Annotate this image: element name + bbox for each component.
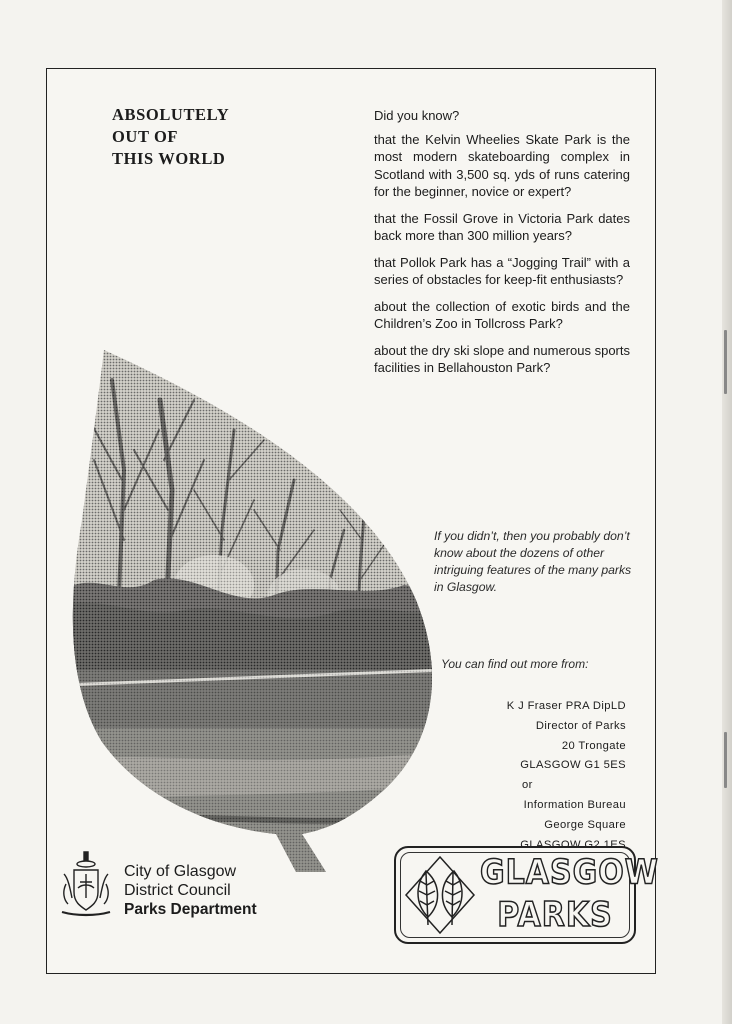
twin-leaf-logo-icon xyxy=(404,855,476,935)
address-line: GLASGOW G1 5ES xyxy=(520,759,626,772)
fact-item: that the Kelvin Wheelies Skate Park is the most modern skateboarding complex in Scotland with 3,500 sq. yds of runs catering for the beginner, novice or expert? xyxy=(374,131,630,199)
contact-address xyxy=(440,697,626,855)
leaf-shaped-park-photo xyxy=(64,340,444,885)
headline xyxy=(112,104,312,170)
council-name xyxy=(124,862,257,919)
page-notch xyxy=(724,732,727,788)
council-line: City of Glasgow xyxy=(124,863,237,880)
address-line: Information Bureau xyxy=(523,798,626,811)
fact-item: about the collection of exotic birds and the Children’s Zoo in Tollcross Park? xyxy=(374,298,630,331)
address-or: or xyxy=(522,779,533,792)
council-line: District Council xyxy=(124,882,231,899)
address-line: GLASGOW G2 1ES xyxy=(520,838,626,851)
fact-item: that the Fossil Grove in Victoria Park dates back more than 300 million years? xyxy=(374,210,630,243)
did-you-know-heading: Did you know? xyxy=(374,108,460,123)
promo-text: If you didn’t, then you probably don’t know about the dozens of other intriguing features of the many parks in Glasgow. xyxy=(434,529,632,594)
page-edge xyxy=(722,0,732,1024)
glasgow-parks-logo xyxy=(394,846,659,944)
address-line: 20 Trongate xyxy=(561,739,626,752)
page-notch xyxy=(724,330,727,394)
address-line: K J Fraser PRA DipLD xyxy=(506,700,626,712)
council-department: Parks Department xyxy=(124,901,257,918)
fact-item: about the dry ski slope and numerous sports facilities in Bellahouston Park? xyxy=(374,342,630,375)
logo-text xyxy=(480,852,659,937)
address-line: Director of Parks xyxy=(535,719,626,732)
glasgow-coat-of-arms-icon xyxy=(58,848,114,920)
headline-line: OUT OF xyxy=(112,127,179,146)
headline-line: ABSOLUTELY xyxy=(112,105,230,124)
fact-item: that Pollok Park has a “Jogging Trail” with a series of obstacles for keep-fit enthusiasts? xyxy=(374,254,630,287)
headline-line: THIS WORLD xyxy=(112,149,226,168)
address-line: George Square xyxy=(544,818,626,831)
logo-line: PARKS xyxy=(497,895,613,935)
find-out-more-label: You can find out more from: xyxy=(441,657,589,671)
logo-line: GLASGOW xyxy=(480,853,659,893)
